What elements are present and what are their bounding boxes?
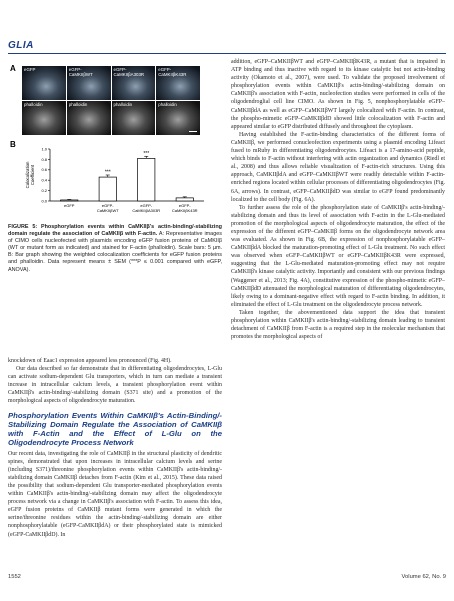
micrograph-phalloidin — [112, 101, 156, 135]
paragraph: To further assess the role of the phosphorylation state of CaMKIIβ's actin-binding/-stabilizing domain and thus its level of association with F-actin in the L-Glu-mediated promotion of the morphological aspects of oligodendrocyte maturation, the effect of the expression of the different eGFP–CaMKIIβ forms on the oligodendrocyte network area was evaluated. As shown in Fig. 6B, the expression of nonphosphorylatable eGFP–CaMKIIβdA blocked the maturation-promoting effect of L-Glu treatment. No such effect was observed when eGFP–CaMKIIβWT or eGFP–CaMKIIβK43R were expressed, suggesting that the L-Glu-mediated maturation-promoting effect may not require CaMKIIβ's kinase catalytic activity. Importantly and consistent with our previous findings (Waggener et al., 2013; Fig. 4A), constitutive expression of the phospho-mimetic eGFP–CaMKIIβdD attenuated the morphological maturation of differentiating oligodendrocytes, likely owing to a dominant-negative effect with regard to F-actin binding. In addition, it eliminated the effect of L-Glu treatment on the oligodendrocyte process network. — [231, 204, 445, 308]
significance-marker: *** — [104, 169, 111, 176]
x-tick-label: CaMKIIβWT — [96, 208, 119, 213]
caption-body: A: Representative images of CIMO cells nucleofected with plasmids encoding eGFP fusion proteins of CaMKIIβ (WT or mutant form as indicated) and stained for F-actin (phalloidin). Scale bars: 5 µm. B: Bar graph showing the weighted colocalization coefficients for eGFP fusion proteins and phalloidin. Data represent means ± SEM (***P ≤ 0.001 compared with eGFP, ANOVA). — [8, 231, 222, 273]
micrograph-row-egfp — [22, 66, 200, 100]
volume-info: Volume 62, No. 9 — [401, 574, 446, 580]
scale-bar — [189, 131, 197, 132]
caption-bold: FIGURE 5: Phosphorylation events within CaMKIIβ's actin-binding/-stabilizing domain regulate the association of CaMKIIβ with F-actin. — [8, 224, 222, 238]
micrograph-phalloidin — [156, 101, 200, 135]
y-tick-label: 0.6 — [41, 167, 47, 173]
micrograph-label: eGFP — [24, 67, 36, 72]
panel-a-label: A — [10, 64, 16, 73]
x-tick-label: eGFP- — [101, 203, 114, 208]
bar — [99, 177, 116, 201]
paragraph: Our data described so far demonstrate that in differentiating oligodendrocytes, L-Glu can activate sodium-dependent Glu transporters, which in turn can mediate a transient increase in intracellular calcium levels, a transient phosphorylation event within CaMKIIβ's actin-binding/-stabilizing domain (S371 site) and a promotion of the morphological aspects of oligodendrocyte maturation. — [8, 366, 222, 405]
paragraph: Having established the F-actin-binding characteristics of the different forms of CaMKIIβ, we performed conucleofection experiments using a plasmid encoding Lifeact fused to mRuby in differentiating oligodendrocytes. Lifeact is a 17-amino-acid peptide, which binds to F-actin without interfering with actin organization and dynamics (Riedl et al., 2008) and thus allows reliable visualization of F-actin-rich structures. Using this approach, CaMKIIβdA and eGFP–CaMKIIβWT were readily detectable within F-actin-enriched regions located within cellular processes of differentiating oligodendrocytes (Fig. 6A, arrows). In contrast, eGFP–CaMKIIβdD was similar to eGFP found predominantly localized to the cell body (Fig. 6A). — [231, 131, 445, 203]
micrograph-label: phalloidin — [24, 102, 43, 107]
micrograph-egfp — [22, 66, 66, 100]
paragraph: Taken together, the abovementioned data support the idea that transient phosphorylation within CaMKIIβ's actin-binding/-stabilizing domain leading to transient detachment of CaMKIIβ from F-actin is a required step in the molecular mechanism that promotes the morphological aspects of — [231, 309, 445, 341]
figure-caption — [8, 224, 222, 274]
bar — [138, 158, 155, 201]
journal-name: GLIA — [8, 40, 34, 51]
y-axis-label: Coefficient — [30, 164, 35, 186]
x-tick-label: CaMKIIβK43R — [171, 208, 198, 213]
colocalization-bar-chart — [20, 145, 210, 219]
x-tick-label: CaMKIIβA303R — [132, 208, 161, 213]
bar — [176, 198, 193, 201]
y-axis-label: Colocalization — [25, 161, 30, 189]
micrograph-egfp-a303r — [112, 66, 156, 100]
significance-marker: *** — [143, 150, 150, 157]
micrograph-egfp-k43r — [156, 66, 200, 100]
x-tick-label: eGFP- — [178, 203, 191, 208]
micrograph-label: phalloidin — [68, 102, 88, 107]
paragraph: Our recent data, investigating the role of CaMKIIβ in the structural plasticity of dendritic spines, demonstrated that upon increases in intracellular calcium levels and serine (including S371)/threonine phosphorylation events within CaMKIIβ's actin-binding/-stabilizing domain CaMKIIβ detaches from F-actin (Kim et al., 2015). These data raised the possibility that sodium-dependent Glu transporter-mediated phosphorylation events within CaMKIIβ's actin-binding/-stabilizing domain may affect the oligodendrocyte process network via a change in CaMKIIβ's association with F-actin. To assess this idea, eGFP fusion proteins of CaMKIIβ mutant forms were generated in which the serine/threonine residues within the actin-binding/-stabilizing domain are either nonphosphorylatable (eGFP-CaMKIIβdA) or their phosphorylated state is mimicked (eGFP-CaMKIIβdD). In — [8, 450, 222, 538]
micrograph-egfp-wt — [67, 66, 111, 100]
page-number: 1552 — [8, 574, 21, 580]
micrograph-phalloidin — [67, 101, 111, 135]
y-tick-label: 0.0 — [41, 198, 47, 204]
micrograph-label: eGFP- CaMKIIβK43R — [158, 67, 187, 77]
paragraph: addition, eGFP–CaMKIIβWT and eGFP–CaMKIIβK43R, a mutant that is impaired in ATP binding and thus inactive with regard to its kinase catalytic but not actin-binding activity (Okamoto et al., 2007), were used. To validate the proposed involvement of phosphorylation events within CaMKIIβ's actin-binding/-stabilizing domain on CaMKIIβ's association with F-actin, nucleofection studies were performed in cells of the oligodendroglial cell line CIMO. As shown in Fig. 5, nonphosphorylatable eGFP–CaMKIIβdA as well as eGFP–CaMKIIβWT largely colocalized with F-actin. In contrast, the phospho-mimetic eGFP–CaMKIIβdD showed little colocalization with F-actin and appeared similar to eGFP distributed diffusely and throughout the cytoplasm. — [231, 59, 445, 130]
x-tick-label: eGFP — [64, 203, 75, 208]
bar — [61, 200, 78, 201]
micrograph-row-phalloidin — [22, 101, 200, 135]
section-heading: Phosphorylation Events Within CaMKIIβ's Actin-Binding/-Stabilizing Domain Regulate the Association of CaMKIIβ with F-Actin and the Effect of L-Glu on the Oligodendrocyte Process Network — [8, 410, 222, 447]
y-tick-label: 0.2 — [41, 188, 47, 193]
paragraph: knockdown of Eaac1 expression appeared less pronounced (Fig. 4H). — [8, 358, 172, 364]
header-rule — [8, 53, 446, 54]
left-column — [8, 357, 222, 539]
right-column — [231, 58, 445, 341]
micrograph-label: phalloidin — [113, 102, 133, 107]
micrograph-label: phalloidin — [158, 102, 177, 107]
micrograph-phalloidin — [22, 101, 66, 135]
x-tick-label: eGFP- — [140, 203, 153, 208]
micrograph-label: eGFP- CaMKIIβWT — [68, 67, 93, 77]
y-tick-label: 0.8 — [41, 156, 47, 162]
micrograph-label: eGFP- CaMKIIβA303R — [113, 67, 145, 77]
panel-b-label: B — [10, 140, 16, 149]
y-tick-label: 0.4 — [41, 177, 47, 183]
y-tick-label: 1.0 — [41, 146, 47, 152]
